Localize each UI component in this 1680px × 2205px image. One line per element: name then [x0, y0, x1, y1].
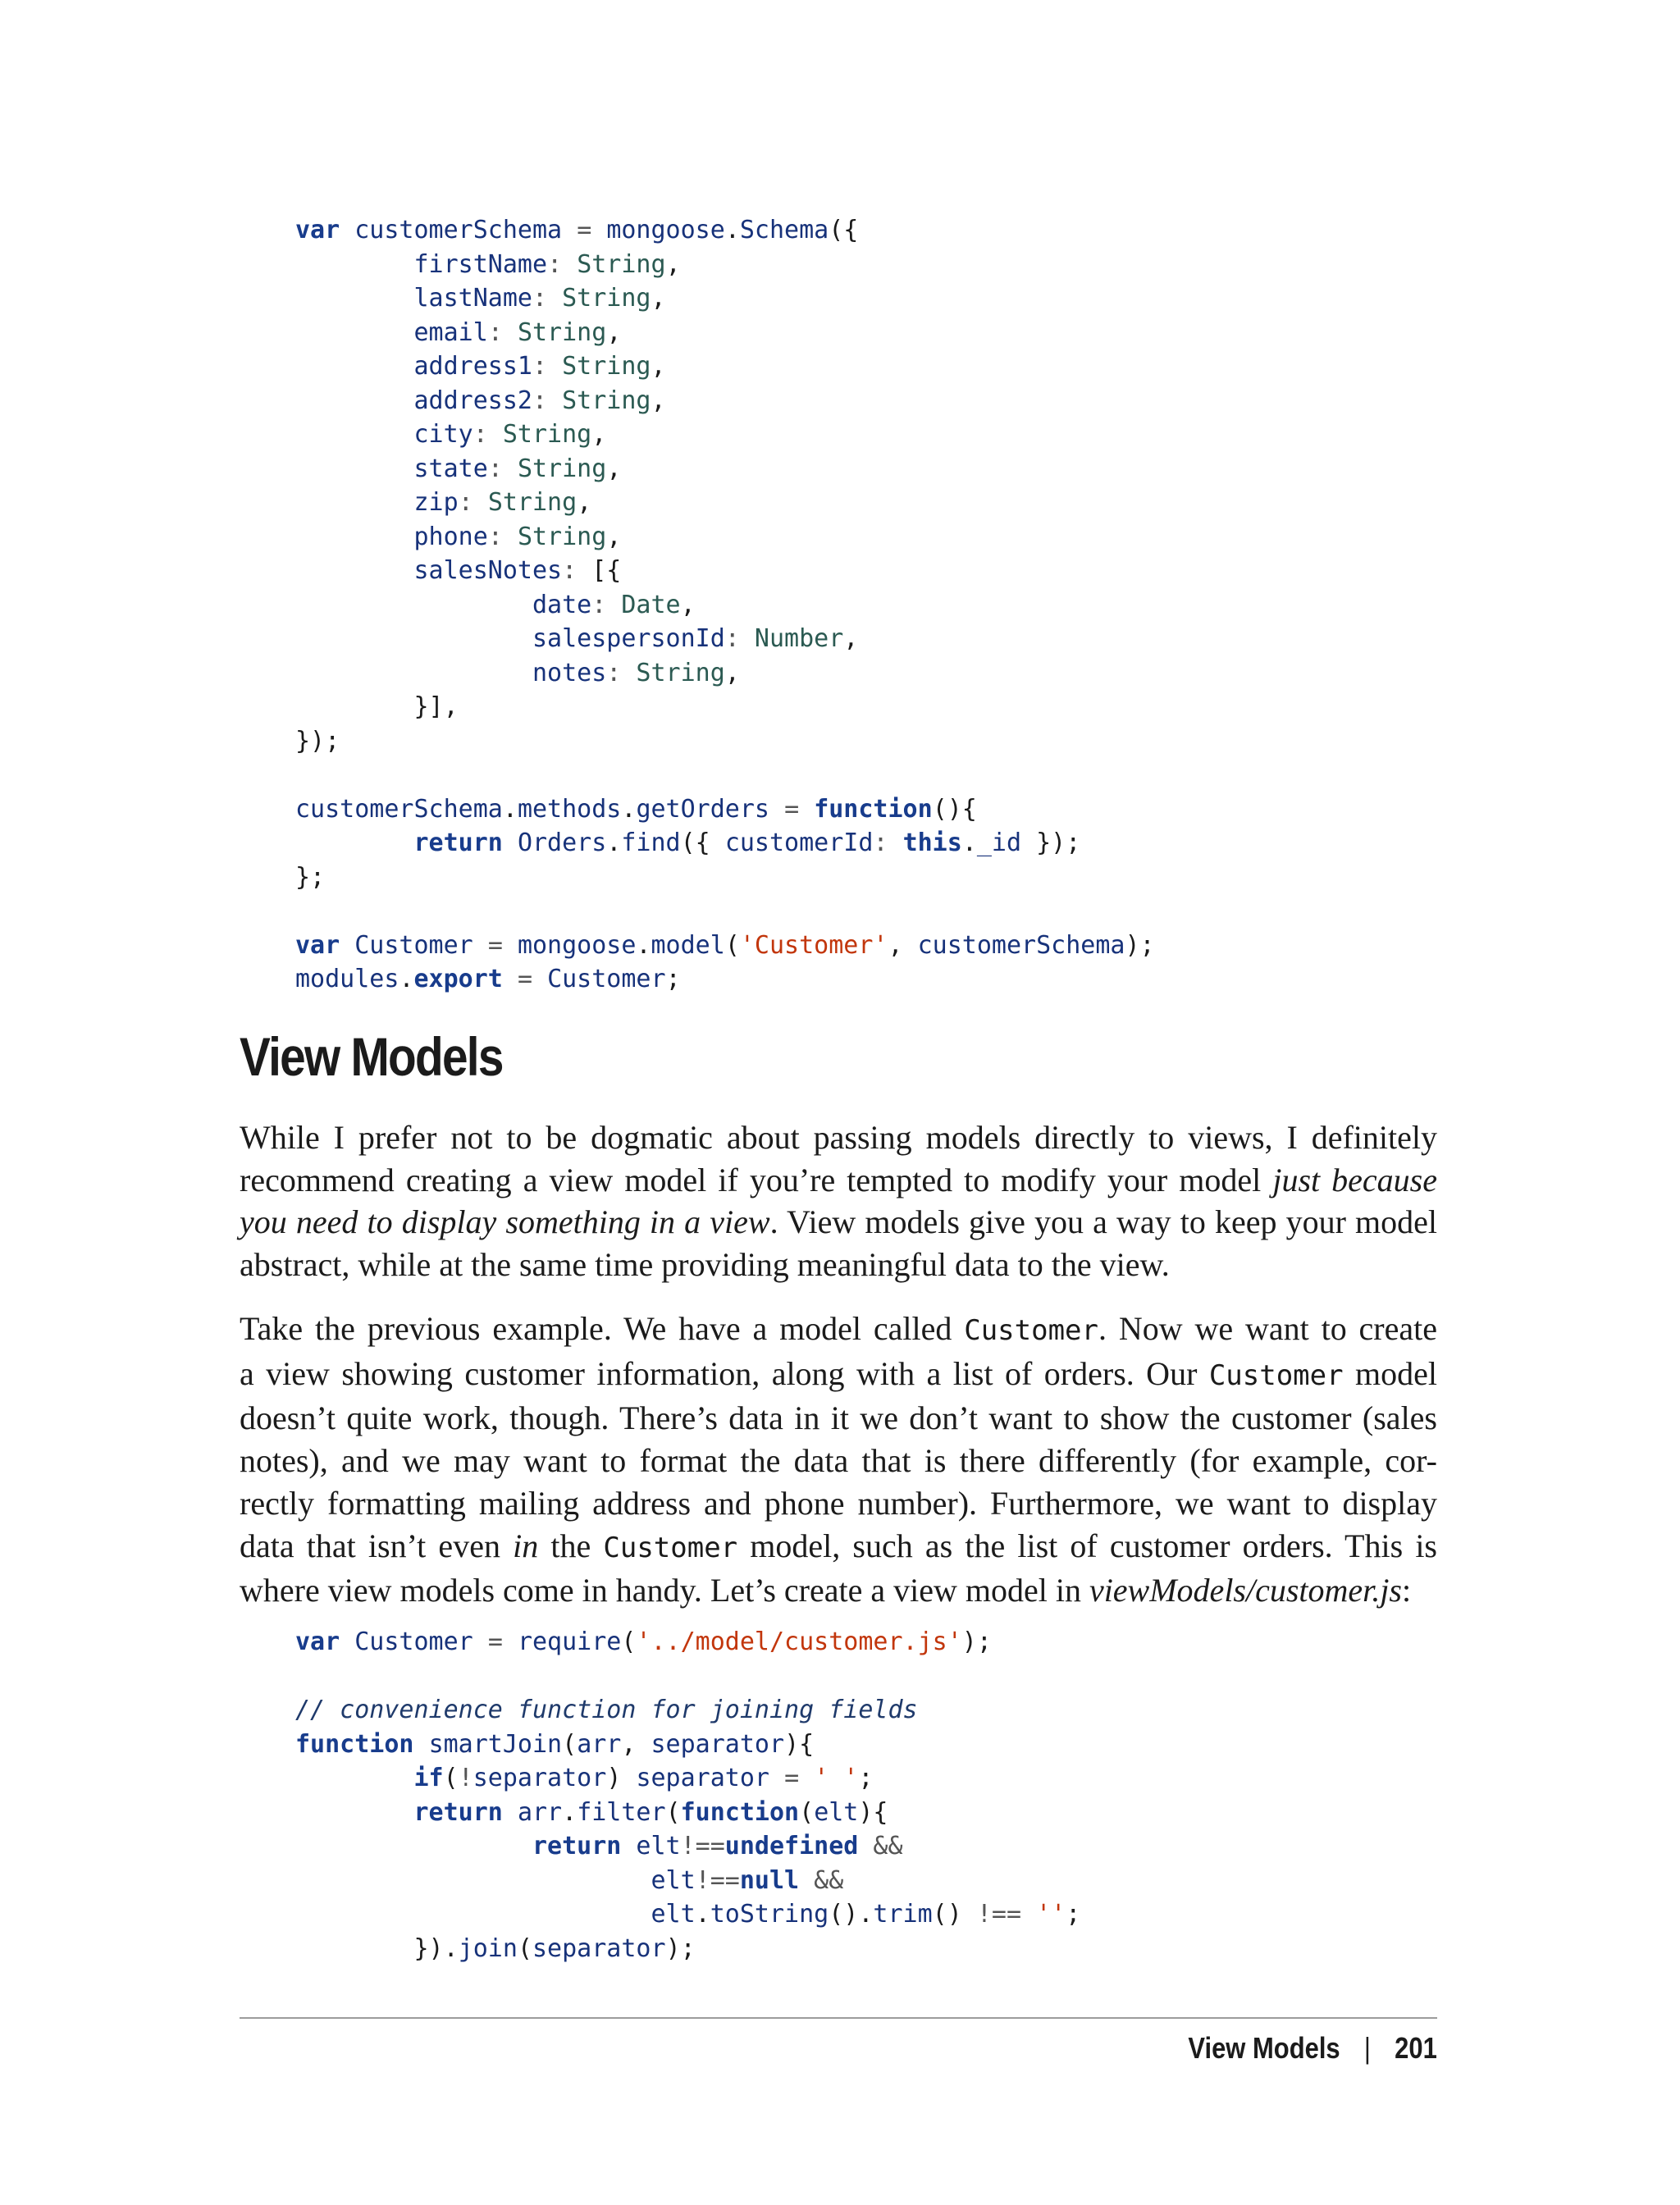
text-run: data that isn’t even [240, 1527, 514, 1564]
code-token [295, 591, 532, 619]
code-token [799, 795, 814, 824]
code-token: }). [295, 1933, 459, 1963]
code-line [295, 1897, 1080, 1932]
code-token: customerSchema [354, 216, 563, 244]
code-token [799, 1866, 814, 1895]
code-token [547, 284, 562, 313]
code-token: toString [710, 1900, 829, 1929]
code-token [503, 829, 518, 857]
code-token: require [517, 1628, 622, 1656]
code-token [295, 488, 414, 517]
code-token [295, 624, 532, 653]
emphasis-text: viewModels/customer.js [1089, 1572, 1402, 1609]
code-line [295, 929, 1155, 963]
code-token: }); [295, 726, 340, 756]
code-token: : [532, 352, 548, 381]
emphasis-text: in [513, 1527, 539, 1564]
code-token: . [695, 1900, 710, 1929]
code-token: ; [665, 965, 681, 993]
code-token: , [606, 317, 622, 347]
code-token: , [665, 249, 681, 279]
code-token [295, 386, 414, 415]
code-token: , [724, 658, 740, 687]
code-token: zip [413, 488, 459, 517]
code-token [562, 216, 577, 244]
code-token: !== [976, 1900, 1022, 1929]
code-token: salesNotes [413, 556, 563, 585]
code-token: , [621, 1729, 651, 1759]
code-token: !== [680, 1832, 725, 1860]
code-token: salespersonId [532, 624, 725, 653]
section-heading: View Models [240, 1026, 503, 1087]
code-token [295, 523, 414, 551]
code-token: [{ [577, 556, 622, 585]
code-token: state [413, 454, 488, 483]
code-token: '' [1036, 1900, 1066, 1929]
code-token [473, 488, 488, 517]
code-token: && [814, 1865, 844, 1895]
code-token: Customer [547, 965, 666, 993]
code-token: : [547, 249, 563, 279]
code-token: export [413, 965, 503, 993]
paragraph-line [240, 1569, 1437, 1612]
code-token: return [532, 1832, 622, 1860]
code-line [295, 1761, 1080, 1796]
code-token: , [843, 624, 859, 653]
code-token: city [413, 420, 473, 449]
code-token: , [888, 930, 918, 960]
code-token [503, 1628, 518, 1656]
code-token: ! [458, 1764, 473, 1792]
code-token: . [399, 965, 414, 993]
code-token: 'Customer' [739, 930, 888, 960]
code-token: String [636, 658, 725, 687]
code-token: function [680, 1797, 800, 1827]
paragraph-line [240, 1482, 1437, 1525]
code-token: ' ' [814, 1764, 859, 1792]
code-token: : [532, 386, 548, 415]
code-token: return [413, 1797, 503, 1827]
code-token: : [591, 590, 607, 619]
code-token: customerSchema [917, 930, 1125, 960]
text-run: rectly formatting mailing address and phone number). Furthermore, we want to display [240, 1484, 1437, 1522]
code-token: String [562, 352, 651, 381]
code-token: '../model/customer.js' [636, 1628, 962, 1656]
code-token: null [739, 1865, 800, 1895]
code-token: email [413, 317, 488, 347]
code-token [295, 1798, 414, 1827]
code-token: return [413, 829, 503, 857]
code-token: Customer [354, 1628, 473, 1656]
code-token: trim [873, 1900, 933, 1929]
code-token [503, 318, 518, 347]
text-run: the [538, 1527, 604, 1564]
code-token: mongoose [606, 216, 725, 244]
code-token [621, 1832, 636, 1860]
text-run: : [1402, 1572, 1412, 1609]
code-line [295, 1659, 1080, 1694]
code-token: : [487, 522, 503, 551]
code-line [295, 1932, 1080, 1966]
code-token [547, 386, 562, 415]
inline-code: Customer [603, 1531, 738, 1564]
code-token: ); [961, 1628, 992, 1656]
code-line [295, 690, 1155, 724]
code-token: = [517, 965, 532, 993]
page-footer [1189, 2031, 1437, 2066]
code-token [799, 1764, 814, 1792]
page-number: 201 [1395, 2031, 1437, 2065]
code-token: _id [976, 829, 1022, 857]
code-token [547, 352, 562, 381]
code-token [473, 1628, 488, 1656]
code-token: : [472, 420, 488, 449]
code-token [858, 1832, 873, 1860]
code-line [295, 248, 1155, 282]
code-line [295, 316, 1155, 350]
inline-code: Customer [1208, 1358, 1344, 1392]
code-line [295, 656, 1155, 691]
code-token: smartJoin [428, 1729, 563, 1759]
code-token: ( [724, 930, 740, 960]
code-token: if [413, 1764, 444, 1792]
code-token: . [621, 794, 637, 824]
code-token: filter [577, 1797, 666, 1827]
code-token: Number [754, 624, 844, 653]
code-token [340, 216, 354, 244]
code-token: String [562, 284, 651, 313]
text-run: While I prefer not to be dogmatic about passing models directly to views, I definitely [240, 1119, 1437, 1156]
code-token: ( [517, 1933, 532, 1963]
code-token: : [724, 624, 740, 653]
code-token: String [577, 249, 666, 279]
code-token: String [487, 488, 578, 517]
code-token: ( [665, 1797, 681, 1827]
paragraph-line [240, 1244, 1437, 1286]
code-token: ){ [784, 1729, 815, 1759]
text-run: model, such as the list of customer orders. This is [737, 1527, 1437, 1564]
code-token: Date [621, 590, 681, 619]
text-run: notes), and we may want to format the data that is there differently (for example, cor- [240, 1442, 1437, 1480]
code-token: . [606, 829, 622, 857]
code-line [295, 622, 1155, 656]
code-token [295, 829, 414, 857]
code-token [295, 284, 414, 313]
paragraph-line [240, 1308, 1437, 1353]
code-token [295, 1832, 532, 1860]
code-token: arr [577, 1729, 622, 1759]
text-run: . View models give you a way to keep your model [769, 1203, 1437, 1241]
code-token: elt [651, 1900, 696, 1929]
code-token: : [606, 658, 622, 687]
code-token: String [502, 420, 592, 449]
code-token: , [606, 522, 622, 551]
code-token: elt [636, 1832, 681, 1860]
code-token: = [577, 216, 592, 244]
code-line [295, 418, 1155, 452]
code-token: var [295, 930, 340, 960]
code-token: model [651, 930, 725, 960]
code-token: notes [532, 658, 607, 687]
code-token: ( [621, 1628, 637, 1656]
code-token: : [458, 488, 473, 517]
code-token: , [651, 386, 666, 415]
code-token: lastName [413, 284, 532, 313]
code-token: Schema [739, 216, 829, 244]
code-token: ; [858, 1764, 874, 1792]
code-line [295, 281, 1155, 316]
code-token: ); [665, 1933, 696, 1963]
code-line [295, 1693, 1080, 1728]
text-run: Take the previous example. We have a model called [240, 1310, 965, 1347]
code-token: , [651, 284, 666, 313]
code-token: join [458, 1933, 518, 1963]
code-line [295, 1829, 1080, 1864]
code-token: . [636, 930, 651, 960]
code-line [295, 826, 1155, 861]
code-token: : [562, 556, 578, 585]
code-token: , [606, 454, 622, 483]
code-token [295, 250, 414, 279]
code-token: }; [295, 862, 326, 892]
code-line [295, 588, 1155, 623]
paragraph-line [240, 1397, 1437, 1440]
footer-separator: | [1364, 2031, 1372, 2065]
code-token [1021, 1900, 1036, 1929]
code-token: customerId [724, 829, 874, 857]
code-line [295, 1728, 1080, 1762]
footer-rule [240, 2017, 1437, 2019]
code-token: ( [799, 1797, 815, 1827]
paragraph-line [240, 1159, 1437, 1202]
code-token: ( [562, 1729, 578, 1759]
code-line [295, 894, 1155, 929]
code-token: ){ [858, 1797, 888, 1827]
code-line [295, 349, 1155, 384]
code-token [295, 1764, 414, 1792]
code-line [295, 384, 1155, 418]
code-line [295, 486, 1155, 520]
code-token [414, 1730, 429, 1759]
code-token: !== [695, 1865, 740, 1895]
code-token: . [502, 794, 518, 824]
code-token: = [784, 794, 800, 824]
code-token: Orders [517, 829, 607, 857]
code-token [503, 454, 518, 483]
code-token: ( [443, 1764, 459, 1792]
code-token: arr [517, 1797, 563, 1827]
code-token: function [814, 794, 933, 824]
code-token: = [784, 1764, 800, 1792]
code-line [295, 1796, 1080, 1830]
code-token: modules [295, 965, 399, 993]
code-token: && [873, 1832, 903, 1860]
code-token: : [487, 317, 503, 347]
code-line [295, 1864, 1080, 1898]
text-run: a view showing customer information, along with a list of orders. Our [240, 1354, 1209, 1392]
code-token [473, 931, 488, 960]
code-token [295, 352, 414, 381]
code-token: methods [517, 794, 622, 824]
paragraph-line [240, 1525, 1437, 1570]
code-token: elt [651, 1865, 696, 1895]
code-token [621, 659, 636, 687]
code-token: getOrders [636, 794, 769, 824]
code-token [503, 1798, 518, 1827]
code-token: Customer [354, 930, 473, 960]
code-token: address1 [413, 352, 532, 381]
emphasis-text: you need to display something in a view [240, 1203, 770, 1241]
code-line [295, 1625, 1080, 1659]
code-line [295, 724, 1155, 759]
code-line [295, 861, 1155, 895]
code-token: find [621, 829, 681, 857]
code-token: String [562, 386, 651, 415]
code-token: , [577, 488, 592, 517]
footer-section-title: View Models [1188, 2031, 1340, 2065]
code-token: = [487, 1628, 503, 1656]
code-token: phone [413, 522, 488, 551]
code-token [503, 931, 518, 960]
code-token: ; [1066, 1900, 1081, 1929]
code-token: customerSchema [295, 794, 503, 824]
text-run: abstract, while at the same time providing meaningful data to the view. [240, 1246, 1170, 1284]
code-token: String [517, 317, 607, 347]
code-token [295, 556, 414, 585]
text-run: model [1343, 1354, 1438, 1392]
code-token [606, 591, 621, 619]
code-token: undefined [724, 1832, 859, 1860]
code-token: date [532, 590, 592, 619]
code-token: () [932, 1900, 977, 1929]
code-token [769, 795, 784, 824]
paragraph-line [240, 1201, 1437, 1244]
code-token: (){ [932, 794, 977, 824]
code-line [295, 213, 1155, 248]
code-token [295, 420, 414, 449]
emphasis-text: just because [1272, 1161, 1437, 1198]
code-token: : [487, 454, 503, 483]
code-token: String [517, 522, 607, 551]
text-run: doesn’t quite work, though. There’s data in it we don’t want to show the customer (sales [240, 1399, 1437, 1437]
code-token [295, 659, 532, 687]
code-token: var [295, 1628, 340, 1656]
code-token: , [680, 590, 696, 619]
code-token: ({ [829, 216, 859, 244]
code-token [591, 216, 606, 244]
code-token [340, 1628, 354, 1656]
text-run: . Now we want to create [1098, 1310, 1437, 1347]
text-run: recommend creating a view model if you’re tempted to modify your model [240, 1161, 1273, 1198]
code-token: function [295, 1729, 414, 1759]
code-token: : [532, 284, 548, 313]
code-block-view-model [295, 1625, 1080, 1965]
code-token [562, 250, 577, 279]
code-token: String [517, 454, 607, 483]
code-token: var [295, 216, 340, 244]
code-token: ); [1125, 930, 1155, 960]
code-token: address2 [413, 386, 532, 415]
text-run: where view models come in handy. Let’s create a view model in [240, 1572, 1089, 1609]
code-token: mongoose [517, 930, 637, 960]
code-line [295, 758, 1155, 792]
code-token: separator [472, 1764, 607, 1792]
code-token: separator [636, 1764, 769, 1792]
code-token [769, 1764, 784, 1792]
code-token: . [724, 216, 740, 244]
code-token: }], [295, 692, 459, 721]
code-token [532, 965, 547, 993]
code-token: , [651, 352, 666, 381]
code-token: // convenience function for joining fields [295, 1696, 918, 1724]
paragraph-line [240, 1116, 1437, 1159]
paragraph-line [240, 1353, 1437, 1398]
code-token: }); [1021, 829, 1081, 857]
code-token [295, 1866, 651, 1895]
code-token [888, 829, 903, 857]
paragraph-line [240, 1440, 1437, 1482]
code-token [295, 454, 414, 483]
code-token [503, 523, 518, 551]
code-token [295, 1900, 651, 1929]
code-token: firstName [413, 249, 548, 279]
code-token: elt [814, 1797, 859, 1827]
code-token [340, 931, 354, 960]
code-line [295, 792, 1155, 827]
code-token [295, 318, 414, 347]
code-token: this [902, 829, 962, 857]
code-line [295, 452, 1155, 486]
inline-code: Customer [964, 1314, 1098, 1347]
code-token: . [562, 1797, 578, 1827]
code-token: , [591, 420, 607, 449]
code-token: ) [606, 1764, 637, 1792]
code-line [295, 520, 1155, 555]
code-line [295, 554, 1155, 588]
code-token: = [487, 930, 503, 960]
code-token: separator [532, 1933, 666, 1963]
code-token: : [873, 829, 888, 857]
code-token [488, 420, 503, 449]
paragraph-customer-example [240, 1308, 1437, 1612]
paragraph-view-models-intro [240, 1116, 1437, 1286]
code-token: separator [651, 1729, 785, 1759]
code-token: ({ [680, 829, 725, 857]
code-token [740, 624, 755, 653]
code-line [295, 962, 1155, 997]
code-token [503, 965, 518, 993]
code-token: (). [829, 1900, 874, 1929]
code-block-customer-schema [295, 213, 1155, 997]
code-token: . [961, 829, 977, 857]
